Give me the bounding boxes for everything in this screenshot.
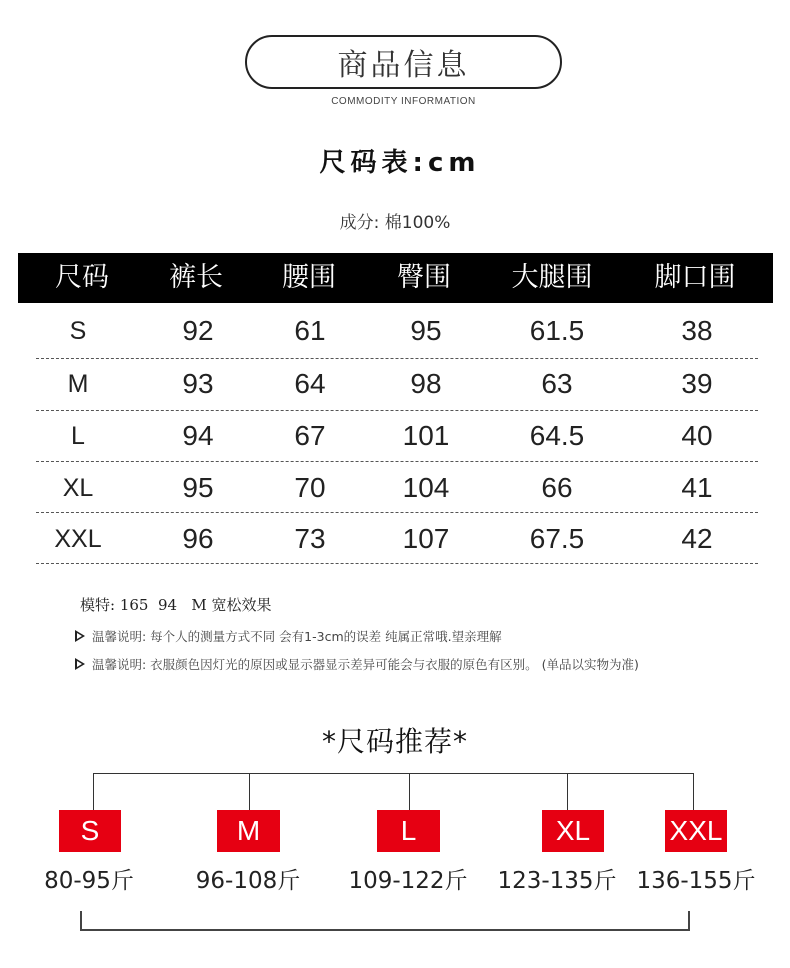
table-cell: 73 xyxy=(294,523,326,554)
section-title-pill xyxy=(245,35,562,89)
table-cell: L xyxy=(71,422,85,450)
model-info: 模特: 165 94 M 宽松效果 xyxy=(80,596,272,614)
triangle-bullet-icon xyxy=(75,630,85,642)
column-header-length: 裤长 xyxy=(169,262,223,293)
size-badge-label: M xyxy=(236,815,261,846)
weight-range: 96-108斤 xyxy=(195,868,301,894)
note-item xyxy=(75,655,639,673)
size-badge-label: XXL xyxy=(669,815,723,846)
table-cell: 41 xyxy=(681,472,713,503)
table-cell: 98 xyxy=(410,368,442,399)
table-row xyxy=(0,513,790,565)
weight-range: 136-155斤 xyxy=(636,868,756,894)
table-cell: 95 xyxy=(182,472,214,503)
column-header-thigh: 大腿围 xyxy=(511,262,593,293)
table-row xyxy=(0,305,790,357)
size-badge xyxy=(59,810,121,852)
size-badge xyxy=(377,810,440,852)
triangle-bullet-icon xyxy=(75,658,85,670)
table-cell: XL xyxy=(62,474,94,502)
table-cell: 42 xyxy=(681,523,713,554)
connector-line xyxy=(249,773,250,810)
table-cell: 67.5 xyxy=(529,523,585,554)
size-chart-title: 尺码表:cm xyxy=(319,148,481,178)
weight-range: 80-95斤 xyxy=(44,868,134,894)
table-cell: 63 xyxy=(541,368,573,399)
size-recommendation-title: *尺码推荐* xyxy=(321,725,468,758)
column-header-waist: 腰围 xyxy=(282,262,336,293)
table-cell: 61 xyxy=(294,315,326,346)
weight-range: 109-122斤 xyxy=(348,868,468,894)
column-header-hem: 脚口围 xyxy=(654,262,736,293)
note-item xyxy=(75,627,502,645)
table-cell: 66 xyxy=(541,472,573,503)
size-table-header xyxy=(18,253,773,303)
note-text: 温馨说明: 每个人的测量方式不同 会有1-3cm的误差 纯属正常哦.望亲理解 xyxy=(92,629,502,644)
table-row xyxy=(0,462,790,514)
table-cell: 70 xyxy=(294,472,326,503)
connector-line xyxy=(93,773,693,774)
connector-line xyxy=(409,773,410,810)
table-cell: 61.5 xyxy=(529,315,585,346)
table-cell: 92 xyxy=(182,315,214,346)
table-cell: 39 xyxy=(681,368,713,399)
table-cell: M xyxy=(67,370,89,398)
bottom-bracket xyxy=(80,911,690,931)
section-title: 商品信息 xyxy=(337,48,470,83)
connector-line xyxy=(693,773,694,810)
table-cell: 67 xyxy=(294,420,326,451)
table-cell: XXL xyxy=(54,525,102,553)
size-badge-label: XL xyxy=(555,815,591,846)
table-row xyxy=(0,358,790,410)
row-divider xyxy=(36,563,758,564)
size-badge xyxy=(217,810,280,852)
table-cell: 64 xyxy=(294,368,326,399)
size-badge-label: L xyxy=(400,815,417,846)
material-info: 成分: 棉100% xyxy=(339,213,451,233)
table-cell: 94 xyxy=(182,420,214,451)
connector-line xyxy=(93,773,94,810)
size-badge xyxy=(542,810,604,852)
table-row xyxy=(0,410,790,462)
table-cell: 93 xyxy=(182,368,214,399)
size-badge-label: S xyxy=(80,815,100,846)
table-cell: 95 xyxy=(410,315,442,346)
table-cell: 40 xyxy=(681,420,713,451)
table-cell: 38 xyxy=(681,315,713,346)
table-cell: 96 xyxy=(182,523,214,554)
section-subtitle: COMMODITY INFORMATION xyxy=(331,96,476,107)
connector-line xyxy=(567,773,568,810)
table-cell: 107 xyxy=(402,523,450,554)
column-header-hip: 臀围 xyxy=(397,262,451,293)
weight-range: 123-135斤 xyxy=(497,868,617,894)
size-badge xyxy=(665,810,727,852)
column-header-size: 尺码 xyxy=(55,262,109,293)
table-cell: 104 xyxy=(402,472,450,503)
table-cell: 64.5 xyxy=(529,420,585,451)
table-cell: S xyxy=(69,317,87,345)
note-text: 温馨说明: 衣服颜色因灯光的原因或显示器显示差异可能会与衣服的原色有区别。 (单品以实物为准) xyxy=(92,657,639,672)
table-cell: 101 xyxy=(402,420,450,451)
